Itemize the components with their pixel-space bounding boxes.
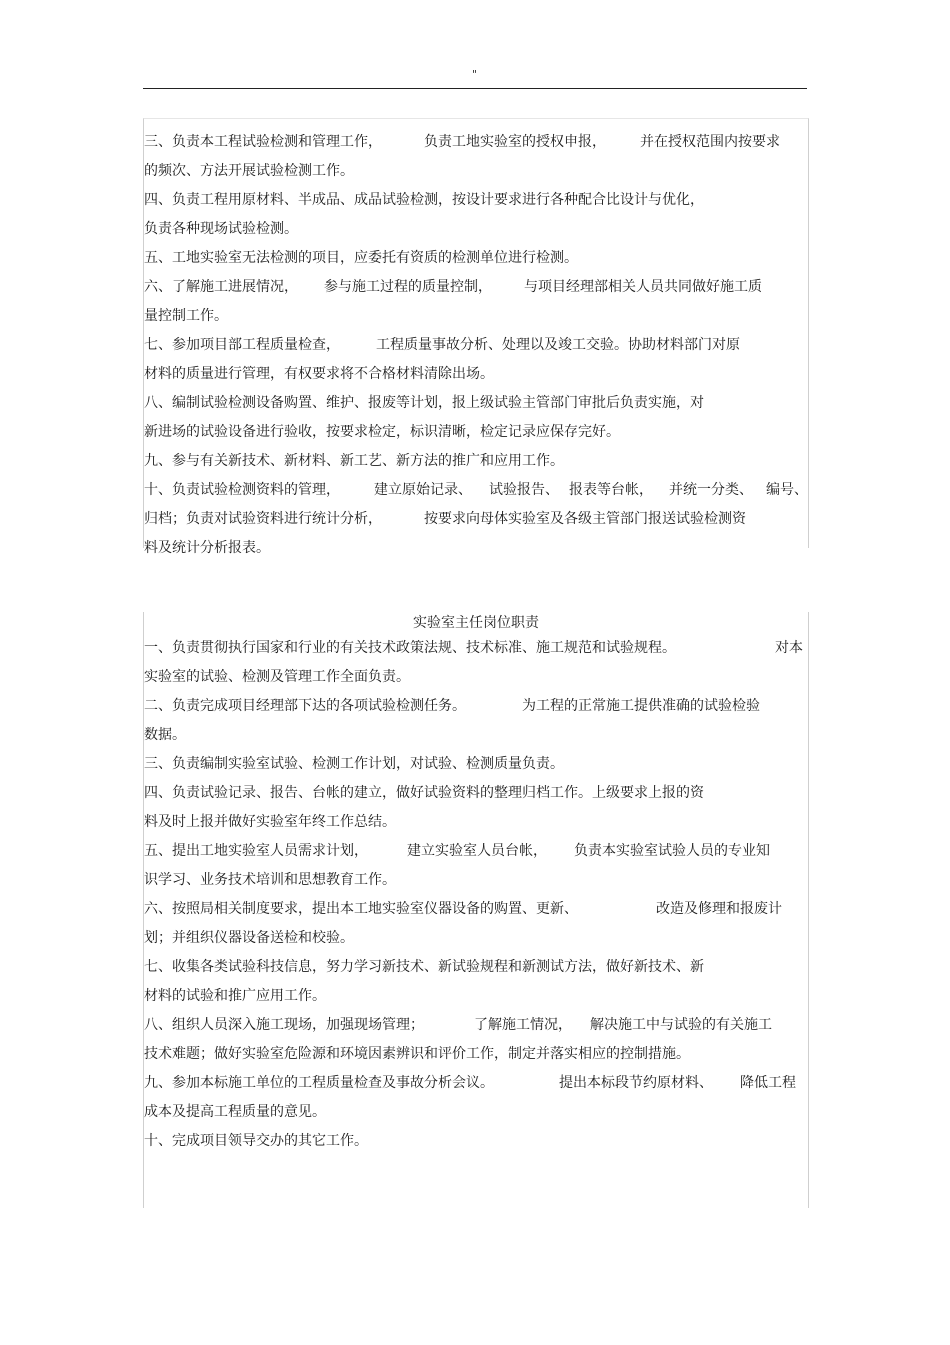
duty-text: 八、编制试验检测设备购置、维护、报废等计划，报上级试验主管部门审批后负责实施，对	[144, 395, 704, 411]
duty-text: 参与施工过程的质量控制，	[324, 279, 492, 295]
duty-text: 六、了解施工进展情况，	[144, 279, 298, 295]
director-duty-text: 改造及修理和报废计	[656, 901, 782, 917]
director-duty-text: 料及时上报并做好实验室年终工作总结。	[144, 814, 396, 830]
director-duties-section	[143, 612, 809, 1208]
duty-text: 五、工地实验室无法检测的项目，应委托有资质的检测单位进行检测。	[144, 250, 578, 266]
duty-text: 编号、	[766, 482, 808, 498]
duty-text: 归档；负责对试验资料进行统计分析，	[144, 511, 382, 527]
duty-text: 新进场的试验设备进行验收，按要求检定，标识清晰，检定记录应保存完好。	[144, 424, 620, 440]
page-header-mark: "	[472, 68, 478, 81]
director-duty-text: 识学习、业务技术培训和思想教育工作。	[144, 872, 396, 888]
director-duty-text: 八、组织人员深入施工现场，加强现场管理；	[144, 1017, 424, 1033]
director-duty-text: 了解施工情况，	[474, 1017, 572, 1033]
duty-text: 七、参加项目部工程质量检查，	[144, 337, 340, 353]
duty-text: 按要求向母体实验室及各级主管部门报送试验检测资	[424, 511, 746, 527]
duty-text: 报表等台帐，	[569, 482, 653, 498]
duty-text: 的频次、方法开展试验检测工作。	[144, 163, 354, 179]
director-duty-text: 十、完成项目领导交办的其它工作。	[144, 1133, 368, 1149]
duty-text: 材料的质量进行管理，有权要求将不合格材料清除出场。	[144, 366, 494, 382]
header-rule	[143, 88, 807, 89]
director-duty-text: 技术难题；做好实验室危险源和环境因素辨识和评价工作，制定并落实相应的控制措施。	[144, 1046, 690, 1062]
duty-text: 负责工地实验室的授权申报，	[424, 134, 606, 150]
duty-text: 料及统计分析报表。	[144, 540, 270, 556]
duty-text: 量控制工作。	[144, 308, 228, 324]
duty-text: 负责各种现场试验检测。	[144, 221, 298, 237]
director-duty-text: 二、负责完成项目经理部下达的各项试验检测任务。	[144, 698, 466, 714]
director-duty-text: 四、负责试验记录、报告、台帐的建立，做好试验资料的整理归档工作。上级要求上报的资	[144, 785, 704, 801]
duty-text: 试验报告、	[489, 482, 559, 498]
director-duty-text: 为工程的正常施工提供准确的试验检验	[522, 698, 760, 714]
director-duty-text: 七、收集各类试验科技信息，努力学习新技术、新试验规程和新测试方法，做好新技术、新	[144, 959, 704, 975]
duty-text: 建立原始记录、	[374, 482, 472, 498]
director-duty-text: 划；并组织仪器设备送检和校验。	[144, 930, 354, 946]
director-duty-text: 六、按照局相关制度要求，提出本工地实验室仪器设备的购置、更新、	[144, 901, 578, 917]
director-duty-text: 一、负责贯彻执行国家和行业的有关技术政策法规、技术标准、施工规范和试验规程。	[144, 640, 676, 656]
duties-section-top	[143, 118, 809, 556]
duty-text: 四、负责工程用原材料、半成品、成品试验检测，按设计要求进行各种配合比设计与优化，	[144, 192, 704, 208]
director-duty-text: 成本及提高工程质量的意见。	[144, 1104, 326, 1120]
director-duty-text: 负责本实验室试验人员的专业知	[574, 843, 770, 859]
director-duty-text: 三、负责编制实验室试验、检测工作计划，对试验、检测质量负责。	[144, 756, 564, 772]
duty-text: 工程质量事故分析、处理以及竣工交验。协助材料部门对原	[376, 337, 740, 353]
duty-text: 与项目经理部相关人员共同做好施工质	[524, 279, 762, 295]
director-duty-text: 数据。	[144, 727, 186, 743]
director-duty-text: 建立实验室人员台帐，	[407, 843, 547, 859]
director-duty-text: 材料的试验和推广应用工作。	[144, 988, 326, 1004]
duty-text: 并统一分类、	[669, 482, 753, 498]
section-title: 实验室主任岗位职责	[413, 615, 539, 631]
duty-text: 九、参与有关新技术、新材料、新工艺、新方法的推广和应用工作。	[144, 453, 564, 469]
director-duty-text: 五、提出工地实验室人员需求计划，	[144, 843, 368, 859]
director-duty-text: 提出本标段节约原材料、	[559, 1075, 713, 1091]
duty-text: 并在授权范围内按要求	[640, 134, 780, 150]
director-duty-text: 实验室的试验、检测及管理工作全面负责。	[144, 669, 410, 685]
director-duty-text: 对本	[775, 640, 803, 656]
director-duty-text: 九、参加本标施工单位的工程质量检查及事故分析会议。	[144, 1075, 494, 1091]
duty-text: 十、负责试验检测资料的管理，	[144, 482, 340, 498]
director-duty-text: 解决施工中与试验的有关施工	[590, 1017, 772, 1033]
duty-text: 三、负责本工程试验检测和管理工作，	[144, 134, 382, 150]
director-duty-text: 降低工程	[740, 1075, 796, 1091]
